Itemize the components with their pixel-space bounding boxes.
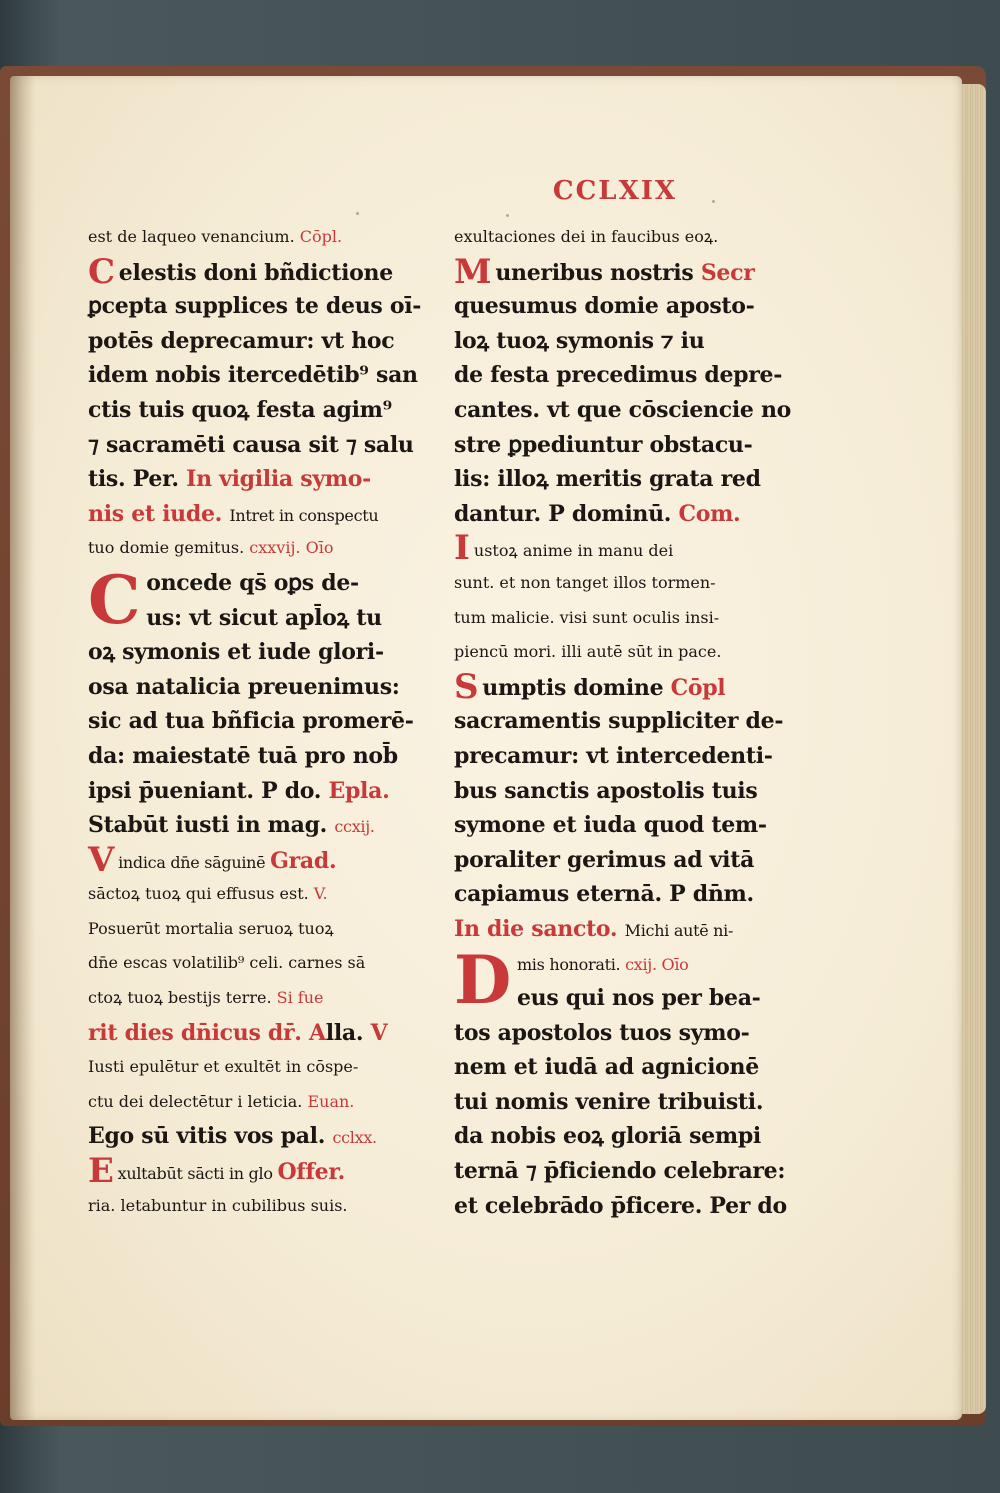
text-line [88,877,408,912]
text-line [454,774,770,809]
body-text: symone et iuda quod tem- [454,812,767,839]
left-text-column [88,220,422,1223]
body-text: ctu dei delectētur i leticia. [88,1091,308,1111]
text-line [454,428,770,463]
text-line [88,1119,408,1154]
rubric-text: Epla. [328,777,390,804]
body-text: da nobis eoꝝ gloriā sempi [454,1123,761,1150]
body-text: Posuerūt mortalia seruoꝝ tuoꝝ [88,918,334,938]
rubric-text: Secr [700,259,755,286]
text-line [88,981,408,1016]
text-line [88,1016,408,1051]
text-line [88,912,408,947]
text-line [454,635,770,670]
rubric-text: cclxx. [332,1128,377,1148]
rubricated-initial: M [454,251,492,292]
rubric-text: A [309,1019,326,1046]
text-line [88,1050,408,1085]
rubricated-initial: E [88,1151,114,1192]
ink-speck [356,212,359,215]
body-text: sunt. et non tanget illos tormen- [454,572,716,592]
rubric-text: Offer. [277,1159,345,1186]
rubricated-initial: C [88,251,115,292]
text-line [88,704,414,739]
rubric-text: Euan. [307,1091,355,1111]
text-line [454,1154,786,1189]
body-text: Michi autē ni- [624,920,734,940]
body-text: tis. Per. [88,466,187,493]
text-line [454,220,770,255]
text-line [88,670,408,705]
body-text: us: vt sicut apl̄oꝝ tu [146,604,382,631]
text-line [454,251,770,292]
text-line [88,1085,408,1120]
ink-speck [506,214,509,217]
text-line [88,1189,408,1224]
body-text: uneribus nostris [495,259,701,286]
text-line [454,1189,787,1224]
text-line [454,497,770,532]
text-line [454,601,770,636]
body-text: nem et iudā ad agnicionē [454,1054,759,1081]
text-line [454,462,770,497]
body-text: sāctoꝝ tuoꝝ qui effusus est. [88,884,314,904]
text-line [88,220,408,255]
body-text: Ego sū vitis vos pal. [88,1123,333,1150]
body-text: eus qui nos per bea- [516,985,761,1012]
rubricated-initial: V [88,839,115,880]
body-text: ⁊ sacramēti causa sit ⁊ salu [88,431,414,458]
body-text: ctoꝝ tuoꝝ bestijs terre. [88,988,277,1008]
body-text: est de laqueo venancium. [88,227,300,246]
body-text: oncede qs̄ oꝑs de- [146,569,359,596]
text-line [88,289,422,324]
text-line [88,808,408,843]
text-line [88,497,408,532]
text-line [88,324,408,359]
body-text: umptis domine [482,674,671,701]
rubric-text: cxxvij. Oīo [249,538,334,558]
text-line [88,531,408,566]
body-text: ipsi p̄ueniant. P do. [88,777,329,804]
rubric-text: Com. [678,500,741,527]
body-text: ternā ⁊ p̄ficiendo celebrare: [454,1158,786,1185]
body-text: xultabūt sācti in glo [117,1164,278,1184]
body-text: Intret in conspectu [229,505,379,525]
body-text: sacramentis suppliciter de- [454,708,784,735]
body-text: tos apostolos tuos symo- [454,1019,750,1046]
body-text: ctis tuis quoꝝ festa agim⁹ [88,396,392,423]
body-text: elestis doni bñdictione [118,259,393,286]
body-text: mis honorati. [516,955,626,975]
rubric-text: Si fue [276,988,324,1008]
body-text: loꝝ tuoꝝ symonis ⁊ iu [454,327,705,354]
body-text: et celebrādo p̄ficere. Per do [454,1192,787,1219]
body-text: osa natalicia preuenimus: [88,673,400,700]
text-line [88,774,408,809]
body-text: piencū mori. illi autē sūt in pace. [454,642,722,662]
text-line [454,739,773,774]
text-line [454,808,770,843]
body-text: lis: illoꝝ meritis grata red [454,466,761,493]
text-line [454,324,770,359]
rubric-text: nis et iude. [88,500,230,527]
text-line [454,393,792,428]
body-text: tuo domie gemitus. [88,538,250,558]
body-text: tum malicie. visi sunt oculis insi- [454,607,720,627]
text-line [88,462,408,497]
text-line [454,666,770,707]
body-text: cantes. vt que cōsciencie no [454,396,792,423]
rubric-text: In vigilia symo- [186,466,371,493]
body-text: ustoꝝ anime in manu dei [473,541,674,561]
text-line [454,1016,770,1051]
text-line [454,704,784,739]
text-line [454,358,783,393]
text-line [88,946,408,981]
text-line [454,912,770,947]
text-line [88,739,408,774]
body-text: Stabūt iusti in mag. [88,812,335,839]
text-line [454,528,770,569]
body-text: poraliter gerimus ad vitā [454,846,755,873]
body-text: dantur. P dominū. [454,500,679,527]
body-text: ꝑcepta supplices te deus oī- [88,293,422,320]
body-text: capiamus eternā. P dn̄m. [454,881,754,908]
text-line [454,1119,770,1154]
body-text: ria. letabuntur in cubilibus suis. [88,1195,348,1215]
rubric-text: Cōpl [670,674,726,701]
text-line [454,843,770,878]
rubric-text: Cōpl. [299,227,343,246]
ink-speck [712,200,715,203]
rubric-text: rit dies dn̄icus dr̄. [88,1019,310,1046]
body-text: quesumus domie aposto- [454,293,755,320]
text-line [454,1050,770,1085]
text-line [454,877,770,912]
text-line [454,566,770,601]
rubric-text: In die sancto. [454,915,625,942]
text-line [88,428,414,463]
body-text: tui nomis venire tribuisti. [454,1088,764,1115]
body-text: indica dn̄e sāguinē [118,852,271,872]
body-text: da: maiestatē tuā pro nob̄ [88,742,398,769]
body-text: exultaciones dei in faucibus eoꝝ. [454,227,719,246]
rubricated-initial: I [454,528,470,569]
body-text: de festa precedimus depre- [454,362,783,389]
text-line [454,1085,770,1120]
body-text: sic ad tua bñficia promerē- [88,708,414,735]
rubricated-initial: S [454,666,479,707]
body-text: lla. [325,1019,371,1046]
rubric-text: Grad. [270,847,337,874]
body-text: dn̄e escas volatilib⁹ celi. carnes sā [88,953,366,973]
text-line [88,635,408,670]
text-line [88,839,408,880]
rubricated-large-initial: D [454,941,511,1020]
text-line [454,289,770,324]
body-text: bus sanctis apostolis tuis [454,777,758,804]
text-line [88,393,408,428]
text-line [88,358,418,393]
rubric-text: ccxij. [334,817,375,837]
rubric-text: V. [313,884,328,904]
rubric-text: V [370,1019,388,1046]
body-text: oꝝ symonis et iude glori- [88,639,384,666]
body-text: Iusti epulētur et exultēt in cōspe- [88,1057,359,1077]
right-text-column [454,220,792,1223]
rubricated-large-initial: C [88,560,141,639]
folio-number: CCLXIX [552,176,678,206]
text-line [88,251,408,292]
rubric-text: cxij. Oīo [625,955,689,975]
body-text: idem nobis itercedētib⁹ san [88,362,418,389]
body-text: precamur: vt intercedenti- [454,742,773,769]
body-text: potēs deprecamur: vt hoc [88,327,395,354]
text-line [88,1151,408,1192]
body-text: stre ꝑpediuntur obstacu- [454,431,753,458]
gutter-shadow [10,76,36,1420]
